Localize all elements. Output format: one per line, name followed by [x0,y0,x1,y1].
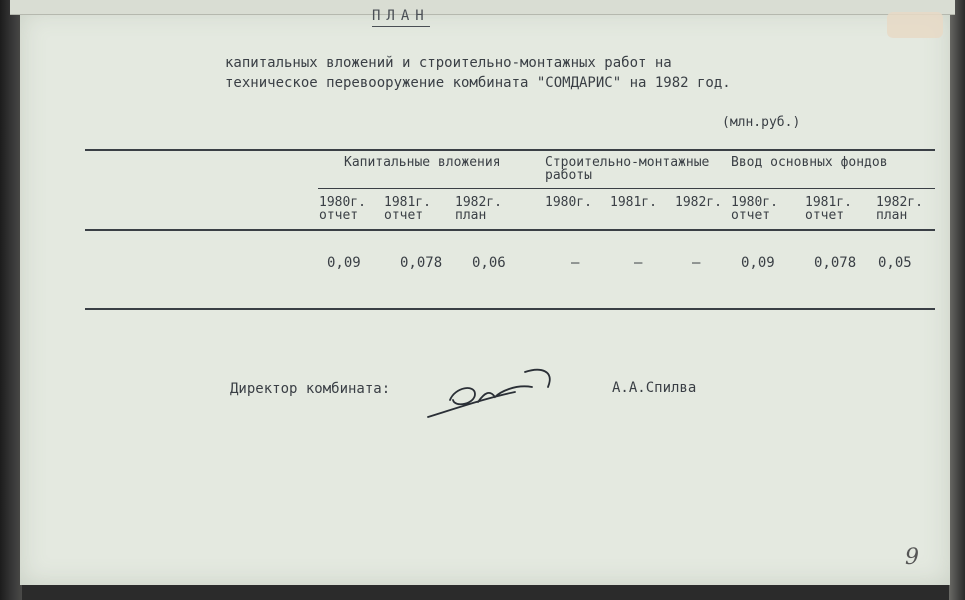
unit-label: (млн.руб.) [722,115,801,130]
header-bottom-rule [85,229,935,231]
table-top-rule [85,149,935,151]
table-cell: – [634,255,643,271]
document-title: ПЛАН [372,8,430,27]
col-header-year: 1982г. [876,195,923,210]
table-cell: – [571,255,580,271]
col-header-year: 1980г. [731,195,778,210]
page-number: 9 [905,545,919,570]
subtitle-line-1: капитальных вложений и строительно-монтажных работ на [225,55,672,71]
director-label: Директор комбината: [230,381,391,397]
group-header-rule [318,188,935,189]
group-header-construction: Строительно-монтажные [545,155,710,170]
col-header-year: 1981г. [805,195,852,210]
table-cell: 0,078 [814,255,857,271]
col-header-note: план [455,208,487,223]
group-header-capital: Капитальные вложения [344,155,501,170]
col-header-year: 1980г. [545,195,592,210]
paper-tab [887,12,943,38]
group-header-commissioning: Ввод основных фондов [731,155,888,170]
table-bottom-rule [85,308,935,310]
handwritten-signature [420,362,560,422]
col-header-year: 1982г. [675,195,722,210]
col-header-note: отчет [319,208,359,223]
document-page [20,10,950,585]
table-cell: – [692,255,701,271]
table-cell: 0,06 [472,255,506,271]
director-name: А.А.Спилва [612,380,697,396]
right-edge [949,0,965,600]
col-header-note: план [876,208,908,223]
binder-edge [0,0,22,600]
col-header-year: 1982г. [455,195,502,210]
table-cell: 0,078 [400,255,443,271]
top-sheet-edge [10,0,955,15]
table-cell: 0,09 [327,255,361,271]
col-header-note: отчет [731,208,771,223]
table-cell: 0,09 [741,255,775,271]
col-header-note: отчет [384,208,424,223]
col-header-year: 1981г. [384,195,431,210]
col-header-year: 1980г. [319,195,366,210]
col-header-year: 1981г. [610,195,657,210]
col-header-note: отчет [805,208,845,223]
group-header-construction-2: работы [545,168,592,183]
subtitle-line-2: техническое перевооружение комбината "СОМДАРИС" на 1982 год. [225,75,731,91]
table-cell: 0,05 [878,255,912,271]
